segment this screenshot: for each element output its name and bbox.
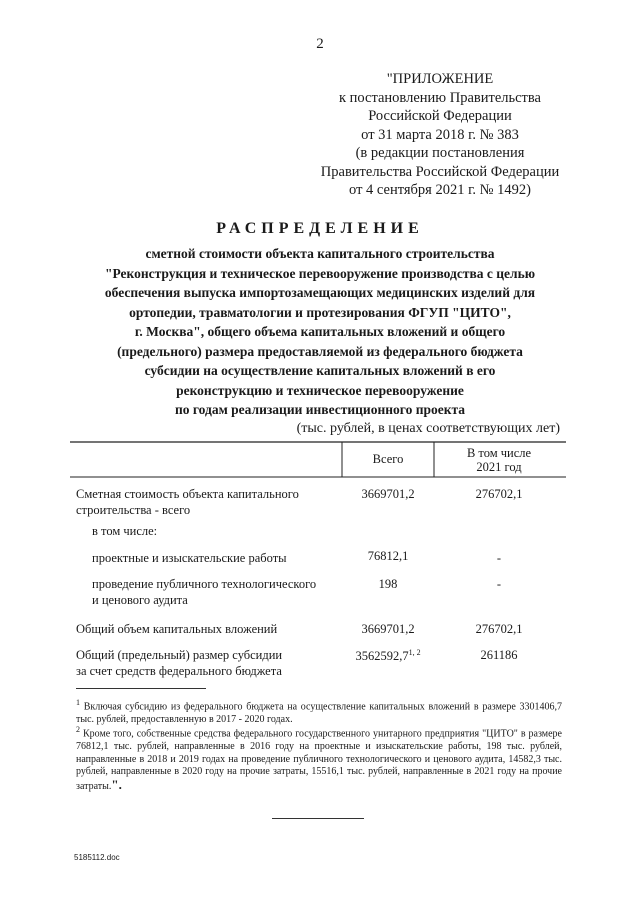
document-title: РАСПРЕДЕЛЕНИЕ	[216, 220, 424, 237]
table-cell-total: 3669701,2	[361, 487, 415, 501]
appendix-line: Правительства Российской Федерации	[320, 163, 560, 180]
appendix-line: (в редакции постановления	[355, 145, 525, 161]
table-row-label: Общий объем капитальных вложений	[76, 622, 278, 636]
file-name: 5185112.doc	[74, 853, 120, 862]
table-cell-2021: 261186	[480, 648, 518, 662]
footnote-separator	[76, 688, 206, 689]
subtitle-line: субсидии на осуществление капитальных вложений в его	[144, 363, 496, 378]
subtitle-line: (предельного) размера предоставляемой из федерального бюджета	[117, 343, 523, 359]
table-cell-2021: 276702,1	[475, 487, 523, 501]
table-cell-total: 198	[378, 577, 398, 591]
appendix-line: к постановлению Правительства	[339, 89, 541, 106]
label-line: за счет средств федерального бюджета	[76, 663, 282, 678]
page-number: 2	[316, 36, 324, 52]
header-year	[436, 446, 562, 474]
label-line: Сметная стоимость объекта капитального	[76, 487, 299, 501]
table-row-label	[92, 577, 332, 608]
appendix-line: Российской Федерации	[368, 108, 512, 124]
table-row-label: проектные и изыскательские работы	[92, 551, 287, 565]
appendix-line: от 4 сентября 2021 г. № 1492)	[349, 182, 531, 198]
footnote-mark: 2	[76, 725, 80, 734]
table-row-label	[76, 648, 336, 679]
cell-value: 3562592,7	[355, 649, 409, 664]
header-year-line: В том числе	[466, 446, 532, 460]
header-total: Всего	[372, 452, 404, 466]
footnote-mark: 1	[76, 698, 80, 707]
label-line: и ценового аудита	[92, 592, 188, 607]
appendix-line: "ПРИЛОЖЕНИЕ	[386, 71, 494, 87]
appendix-line: от 31 марта 2018 г. № 383	[361, 126, 519, 143]
subtitle-line: по годам реализации инвестиционного проекта	[174, 402, 466, 417]
footnote-ref: 1, 2	[408, 648, 421, 657]
table-cell-2021: -	[496, 551, 502, 565]
table-row-label: в том числе:	[92, 524, 158, 538]
header-year-line: 2021 год	[476, 460, 522, 474]
label-line: Общий (предельный) размер субсидии	[76, 648, 283, 662]
table-cell-2021: -	[496, 577, 502, 591]
table-cell-total: 3669701,2	[361, 622, 415, 636]
end-separator	[272, 818, 364, 819]
footnote-text: Кроме того, собственные средства федерального государственного унитарного предприятия "ЦИТО" в размере 76812,1 тыс. рублей, направленные в 2016 году на проектные и изыскательские работы, 198 тыс. рублей, направленные в 2018 и 2019 годах на проведение публичного технологического и ценового аудита, 14582,3 тыс. рублей, направленные в 2020 году на прочие затраты, 15516,1 тыс. рублей, направленные в 2021 году на прочие затраты.	[76, 728, 562, 792]
subtitle-line: г. Москва", общего объема капитальных вложений и общего	[134, 324, 506, 339]
subtitle-line: обеспечения выпуска импортозамещающих медицинских изделий для	[104, 285, 536, 300]
closing-quote: ".	[111, 776, 122, 792]
subtitle-line: ортопедии, травматологии и протезирования ФГУП "ЦИТО",	[129, 304, 511, 320]
label-line: строительства - всего	[76, 502, 191, 517]
subtitle-line: сметной стоимости объекта капитального строительства	[145, 246, 495, 261]
table-cell-2021: 276702,1	[475, 622, 523, 636]
footnote	[76, 724, 562, 793]
subtitle-line: реконструкцию и техническое перевооружение	[176, 382, 464, 398]
subtitle-line: "Реконструкция и техническое перевооружение производства с целью	[104, 265, 536, 281]
footnote	[76, 697, 562, 727]
table-row-label	[76, 487, 336, 518]
footnote-text: Включая субсидию из федерального бюджета на осуществление капитальных вложений в размере 3301406,7 тыс. рублей, предоставленную в 2017 - 2020 годах.	[76, 701, 563, 725]
units-note: (тыс. рублей, в ценах соответствующих лет)	[296, 421, 560, 436]
table-cell-total: 76812,1	[367, 549, 409, 563]
label-line: проведение публичного технологического	[92, 577, 317, 591]
table-cell-total	[342, 648, 434, 664]
